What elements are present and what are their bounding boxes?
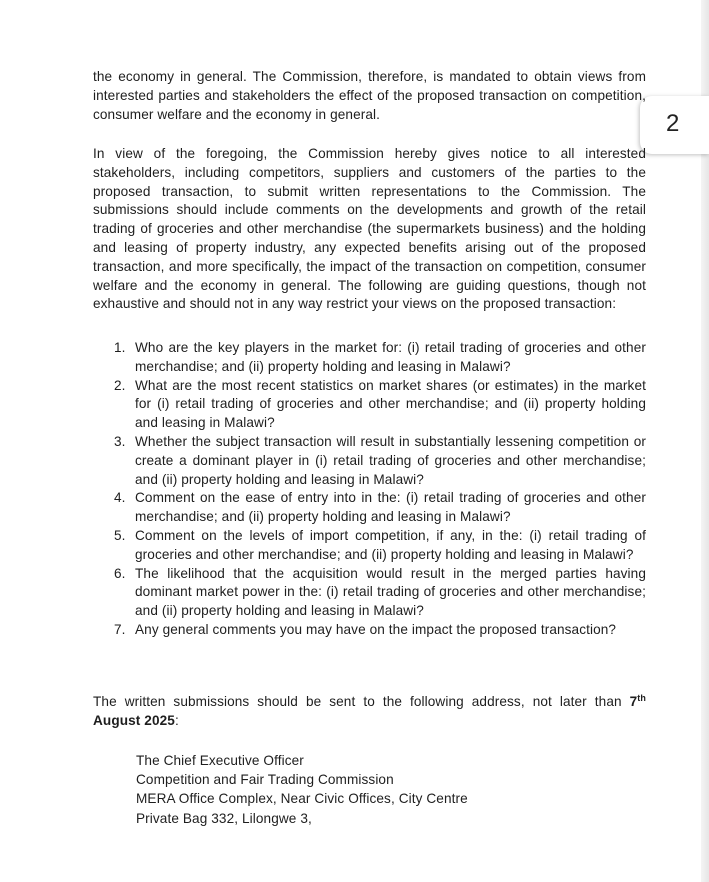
- question-item: [93, 433, 646, 489]
- submission-word: to: [363, 694, 375, 709]
- address-line: Competition and Fair Trading Commission: [136, 772, 394, 788]
- question-text: What are the most recent statistics on market shares (or estimates) in the market for (i) retail trading of groceries and other merchandise; and (ii) property holding and leasing in Malawi?: [135, 377, 646, 431]
- question-text: Comment on the levels of import competition, if any, in the: (i) retail trading of groceries and other merchandise; and (ii) property holding and leasing in Malawi?: [135, 527, 646, 562]
- question-number: 4.: [114, 490, 126, 506]
- postal-address: [136, 751, 468, 828]
- submission-instruction: [93, 692, 646, 730]
- guiding-questions-list: [93, 339, 646, 640]
- submission-word: sent: [329, 694, 356, 709]
- question-number: 5.: [114, 527, 126, 543]
- submission-word: the: [382, 694, 403, 709]
- submission-word: should: [257, 694, 298, 709]
- address-line: Private Bag 332, Lilongwe 3,: [136, 810, 312, 826]
- submission-word: later: [559, 694, 587, 709]
- question-item: [93, 527, 646, 565]
- submission-word: written: [124, 694, 166, 709]
- question-number: 2.: [114, 377, 126, 393]
- deadline-day-suffix: th: [637, 693, 646, 703]
- question-text: Who are the key players in the market for: (i) retail trading of groceries and other merchandise; and (ii) property holding and leasing in Malawi?: [135, 340, 646, 374]
- question-text: Whether the subject transaction will result in substantially lessening competition or create a dominant player in (i) retail trading of groceries and other merchandise; and (ii) property holding and leasing in Malawi?: [135, 433, 646, 487]
- question-text: The likelihood that the acquisition would result in the merged parties having dominant market power in the: (i) retail trading of groceries and other merchandise; and (ii) property holding and leasing in Malawi?: [135, 565, 646, 619]
- submission-word: submissions: [173, 694, 250, 709]
- question-item: [93, 565, 646, 621]
- paragraph-intro: the economy in general. The Commission, therefore, is mandated to obtain views from interested parties and stakeholders the effect of the proposed transaction on competition, consumer welfare and the economy in general.: [93, 69, 646, 122]
- address-line: MERA Office Complex, Near Civic Offices, City Centre: [136, 791, 468, 807]
- question-text: Any general comments you may have on the impact the proposed transaction?: [135, 621, 617, 637]
- question-text: Comment on the ease of entry into in the: (i) retail trading of groceries and other merchandise; and (ii) property holding and leasing in Malawi?: [135, 490, 646, 525]
- deadline-colon: :: [174, 713, 179, 728]
- question-number: 6.: [114, 565, 126, 581]
- deadline-date: August 2025: [93, 713, 175, 728]
- question-item: [93, 339, 646, 377]
- question-item: [93, 621, 646, 640]
- submission-line: [93, 692, 646, 711]
- question-item: [93, 377, 646, 433]
- page-number: 2: [666, 110, 680, 137]
- submission-word: not: [532, 694, 552, 709]
- question-number: 1.: [114, 340, 126, 355]
- deadline-day: [630, 692, 646, 711]
- submission-word: The: [93, 694, 117, 709]
- submission-word: be: [305, 694, 322, 709]
- deadline-day-number: 7: [629, 694, 638, 709]
- submission-word: address,: [471, 694, 525, 709]
- address-line: The Chief Executive Officer: [136, 753, 304, 768]
- submission-word: than: [594, 694, 622, 709]
- submission-word: following: [410, 694, 464, 709]
- question-item: [93, 489, 646, 527]
- question-number: 7.: [114, 621, 126, 637]
- question-number: 3.: [114, 433, 126, 449]
- paragraph-notice: In view of the foregoing, the Commission hereby gives notice to all interested stakeholders, including competitors, suppliers and customers of the parties to the proposed transaction, to submit written representations to the Commission. The submissions should include comments on the developments and growth of the retail trading of groceries and other merchandise (the supermarkets business) and the holding and leasing of property industry, any expected benefits arising out of the proposed transaction, and more specifically, the impact of the transaction on competition, consumer welfare and the economy in general. The following are guiding questions, though not exhaustive and should not in any way restrict your views on the proposed transaction:: [93, 146, 646, 312]
- deadline-line: [93, 711, 646, 730]
